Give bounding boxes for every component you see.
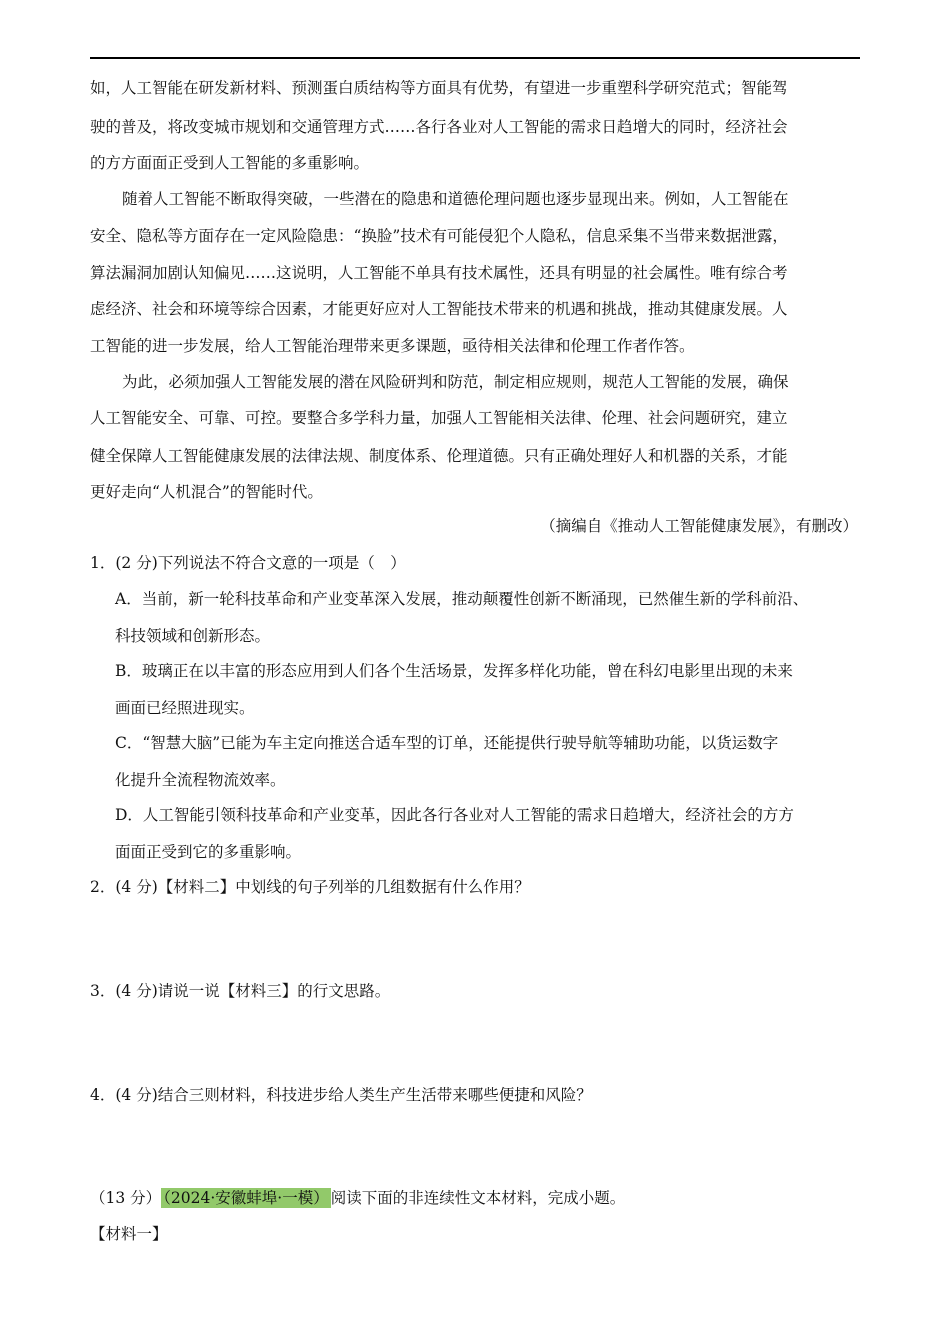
article-p2-line5: 工智能的进一步发展，给人工智能治理带来更多课题，亟待相关法律和伦理工作者作答。 <box>90 337 695 355</box>
question-1-option-d-line1: D．人工智能引领科技革命和产业变革，因此各行各业对人工智能的需求日趋增大，经济社会的方方 <box>115 806 794 824</box>
material-one-heading: 【材料一】 <box>90 1225 168 1243</box>
section-source-tag: （2024·安徽蚌埠·一模） <box>163 1189 329 1207</box>
article-p3-line2: 人工智能安全、可靠、可控。要整合多学科力量，加强人工智能相关法律、伦理、社会问题研究，建立 <box>90 409 788 427</box>
article-source: （摘编自《推动人工智能健康发展》，有删改） <box>540 517 858 535</box>
question-1-option-a-line2: 科技领域和创新形态。 <box>115 627 271 645</box>
article-p1-line3: 的方方面面正受到人工智能的多重影响。 <box>90 154 370 172</box>
article-p2-line2: 安全、隐私等方面存在一定风险隐患：“换脸”技术有可能侵犯个人隐私，信息采集不当带来数据泄露， <box>90 227 788 245</box>
question-2: 2．(4 分)【材料二】中划线的句子列举的几组数据有什么作用？ <box>90 878 530 896</box>
question-3: 3．(4 分)请说一说【材料三】的行文思路。 <box>90 982 391 1000</box>
article-p2-line1: 随着人工智能不断取得突破，一些潜在的隐患和道德伦理问题也逐步显现出来。例如，人工智能在 <box>122 190 789 208</box>
article-p2-line3: 算法漏洞加剧认知偏见……这说明，人工智能不单具有技术属性，还具有明显的社会属性。唯有综合考 <box>90 264 788 282</box>
article-p3-line3: 健全保障人工智能健康发展的法律法规、制度体系、伦理道德。只有正确处理好人和机器的关系，才能 <box>90 447 788 465</box>
question-1-option-d-line2: 面面正受到它的多重影响。 <box>115 843 302 861</box>
article-p1-line1: 如，人工智能在研发新材料、预测蛋白质结构等方面具有优势，有望进一步重塑科学研究范式；智能驾 <box>90 79 788 97</box>
question-4: 4．(4 分)结合三则材料，科技进步给人类生产生活带来哪些便捷和风险？ <box>90 1086 592 1104</box>
article-p1-line2: 驶的普及，将改变城市规划和交通管理方式……各行各业对人工智能的需求日趋增大的同时，经济社会 <box>90 118 788 136</box>
article-p3-line4: 更好走向“人机混合”的智能时代。 <box>90 483 323 501</box>
question-1-option-b-line1: B．玻璃正在以丰富的形态应用到人们各个生活场景，发挥多样化功能，曾在科幻电影里出现的未来 <box>115 662 793 680</box>
question-1-stem: 1．(2 分)下列说法不符合文意的一项是（ ） <box>90 554 406 572</box>
article-p3-line1: 为此，必须加强人工智能发展的潜在风险研判和防范，制定相应规则，规范人工智能的发展，确保 <box>122 373 789 391</box>
question-1-option-c-line1: C．“智慧大脑”已能为车主定向推送合适车型的订单，还能提供行驶导航等辅助功能，以货运数字 <box>115 734 779 752</box>
question-1-option-b-line2: 画面已经照进现实。 <box>115 699 255 717</box>
section-intro <box>90 1188 625 1208</box>
question-1-option-c-line2: 化提升全流程物流效率。 <box>115 771 286 789</box>
section-score: （13 分） <box>90 1189 162 1207</box>
section-instruction: 阅读下面的非连续性文本材料，完成小题。 <box>330 1189 626 1207</box>
article-p2-line4: 虑经济、社会和环境等综合因素，才能更好应对人工智能技术带来的机遇和挑战，推动其健康发展。人 <box>90 300 788 318</box>
question-1-option-a-line1: A．当前，新一轮科技革命和产业变革深入发展，推动颠覆性创新不断涌现，已然催生新的学科前沿、 <box>115 590 809 608</box>
header-rule <box>90 57 860 59</box>
